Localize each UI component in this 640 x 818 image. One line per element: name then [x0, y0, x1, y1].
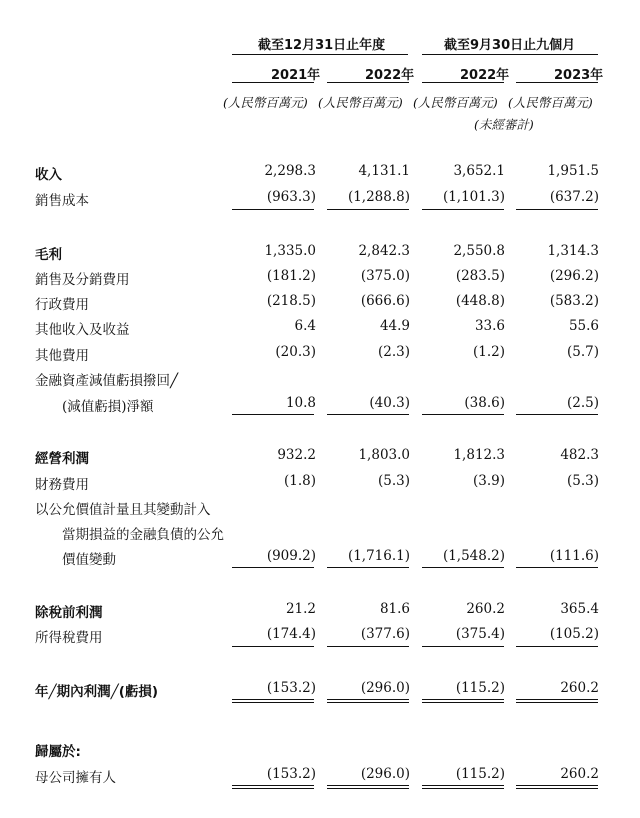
total-double-rule	[422, 699, 504, 703]
cell: (174.4)	[266, 626, 316, 642]
row-label-owners-of-parent: 母公司擁有人	[35, 770, 116, 786]
row-label-other-income: 其他收入及收益	[35, 322, 130, 338]
cell: 1,335.0	[264, 243, 316, 259]
cell: (283.5)	[455, 268, 505, 284]
cell: 1,951.5	[547, 163, 599, 179]
total-double-rule	[232, 699, 314, 703]
header-rule	[232, 54, 408, 55]
row-label-revenue: 收入	[35, 167, 62, 183]
cell: 932.2	[277, 447, 316, 463]
col-rule	[516, 82, 598, 83]
cell: 44.9	[379, 318, 410, 334]
subtotal-rule	[516, 209, 598, 210]
col-header-2023-9m: 2023年	[554, 68, 604, 83]
row-label-finance-costs: 財務費用	[35, 477, 89, 493]
cell: (5.7)	[566, 344, 599, 360]
row-label-income-tax: 所得稅費用	[35, 630, 103, 646]
subtotal-rule	[232, 414, 314, 415]
cell: (583.2)	[549, 293, 599, 309]
row-label-operating-profit: 經營利潤	[35, 451, 89, 467]
cell: (153.2)	[266, 766, 316, 782]
total-double-rule	[422, 785, 504, 789]
row-label-impairment-cont: (減值虧損)淨額	[62, 399, 154, 415]
cell: 260.2	[560, 766, 599, 782]
cell: 3,652.1	[453, 163, 505, 179]
cell: (1,288.8)	[347, 189, 410, 205]
unit-label: (人民幣百萬元)	[508, 95, 593, 110]
cell: 10.8	[285, 395, 316, 411]
cell: 33.6	[474, 318, 505, 334]
cell: (296.2)	[549, 268, 599, 284]
row-label-cost-of-sales: 銷售成本	[35, 193, 89, 209]
row-label-other-expenses: 其他費用	[35, 348, 89, 364]
cell: 81.6	[379, 601, 410, 617]
cell: 365.4	[560, 601, 599, 617]
subtotal-rule	[327, 414, 409, 415]
subtotal-rule	[232, 209, 314, 210]
subtotal-rule	[327, 567, 409, 568]
header-group-fy: 截至12月31日止年度	[258, 38, 386, 53]
subtotal-rule	[516, 414, 598, 415]
row-label-fair-value-changes: 以公允價值計量且其變動計入	[35, 502, 211, 518]
col-rule	[232, 82, 314, 83]
cell: (377.6)	[360, 626, 410, 642]
cell: 6.4	[294, 318, 316, 334]
cell: (448.8)	[455, 293, 505, 309]
cell: (2.5)	[566, 395, 599, 411]
cell: (909.2)	[266, 548, 316, 564]
cell: (181.2)	[266, 268, 316, 284]
cell: (296.0)	[360, 766, 410, 782]
col-header-2021: 2021年	[271, 68, 321, 83]
cell: 1,812.3	[453, 447, 505, 463]
col-rule	[422, 82, 504, 83]
subtotal-rule	[422, 567, 504, 568]
cell: (1,716.1)	[347, 548, 410, 564]
row-label-admin-expenses: 行政費用	[35, 297, 89, 313]
cell: 260.2	[466, 601, 505, 617]
subtotal-rule	[516, 567, 598, 568]
unit-label: (人民幣百萬元)	[318, 95, 403, 110]
col-header-2022-9m: 2022年	[460, 68, 510, 83]
total-double-rule	[327, 785, 409, 789]
subtotal-rule	[327, 646, 409, 647]
cell: (40.3)	[369, 395, 410, 411]
subtotal-rule	[422, 209, 504, 210]
cell: (115.2)	[455, 766, 505, 782]
cell: (296.0)	[360, 680, 410, 696]
row-label-profit-before-tax: 除稅前利潤	[35, 605, 103, 621]
cell: (1.2)	[472, 344, 505, 360]
row-label-gross-profit: 毛利	[35, 247, 62, 263]
cell: (218.5)	[266, 293, 316, 309]
col-header-2022-fy: 2022年	[365, 68, 415, 83]
cell: (115.2)	[455, 680, 505, 696]
total-double-rule	[327, 699, 409, 703]
cell: (963.3)	[266, 189, 316, 205]
row-label-selling-expenses: 銷售及分銷費用	[35, 272, 130, 288]
cell: (3.9)	[472, 473, 505, 489]
cell: 21.2	[285, 601, 316, 617]
total-double-rule	[516, 699, 598, 703]
cell: 1,314.3	[547, 243, 599, 259]
row-label-profit-for-period: 年╱期內利潤╱(虧損)	[35, 684, 159, 700]
cell: (5.3)	[566, 473, 599, 489]
cell: (105.2)	[549, 626, 599, 642]
cell: 2,550.8	[453, 243, 505, 259]
subtotal-rule	[422, 414, 504, 415]
subtotal-rule	[516, 646, 598, 647]
subtotal-rule	[422, 646, 504, 647]
subtotal-rule	[232, 567, 314, 568]
header-rule	[422, 54, 598, 55]
cell: (153.2)	[266, 680, 316, 696]
cell: (5.3)	[377, 473, 410, 489]
cell: 2,842.3	[358, 243, 410, 259]
unaudited-label: (未經審計)	[474, 117, 534, 132]
cell: (375.0)	[360, 268, 410, 284]
row-label-fair-value-changes-cont: 當期損益的金融負債的公允	[62, 527, 224, 543]
header-group-9m: 截至9月30日止九個月	[444, 38, 576, 53]
cell: (375.4)	[455, 626, 505, 642]
subtotal-rule	[327, 209, 409, 210]
total-double-rule	[516, 785, 598, 789]
cell: (637.2)	[549, 189, 599, 205]
cell: 4,131.1	[358, 163, 410, 179]
cell: 55.6	[568, 318, 599, 334]
cell: (666.6)	[360, 293, 410, 309]
cell: (38.6)	[464, 395, 505, 411]
col-rule	[327, 82, 409, 83]
row-label-attributable-to: 歸屬於:	[35, 744, 81, 760]
cell: (1.8)	[283, 473, 316, 489]
row-label-impairment: 金融資產減值虧損撥回╱	[35, 373, 179, 389]
cell: (20.3)	[275, 344, 316, 360]
row-label-fair-value-changes-cont: 價值變動	[62, 552, 116, 568]
cell: (1,101.3)	[442, 189, 505, 205]
cell: 2,298.3	[264, 163, 316, 179]
cell: (111.6)	[549, 548, 599, 564]
unit-label: (人民幣百萬元)	[413, 95, 498, 110]
cell: (1,548.2)	[442, 548, 505, 564]
cell: 260.2	[560, 680, 599, 696]
cell: (2.3)	[377, 344, 410, 360]
subtotal-rule	[232, 646, 314, 647]
cell: 1,803.0	[358, 447, 410, 463]
unit-label: (人民幣百萬元)	[223, 95, 308, 110]
total-double-rule	[232, 785, 314, 789]
cell: 482.3	[560, 447, 599, 463]
